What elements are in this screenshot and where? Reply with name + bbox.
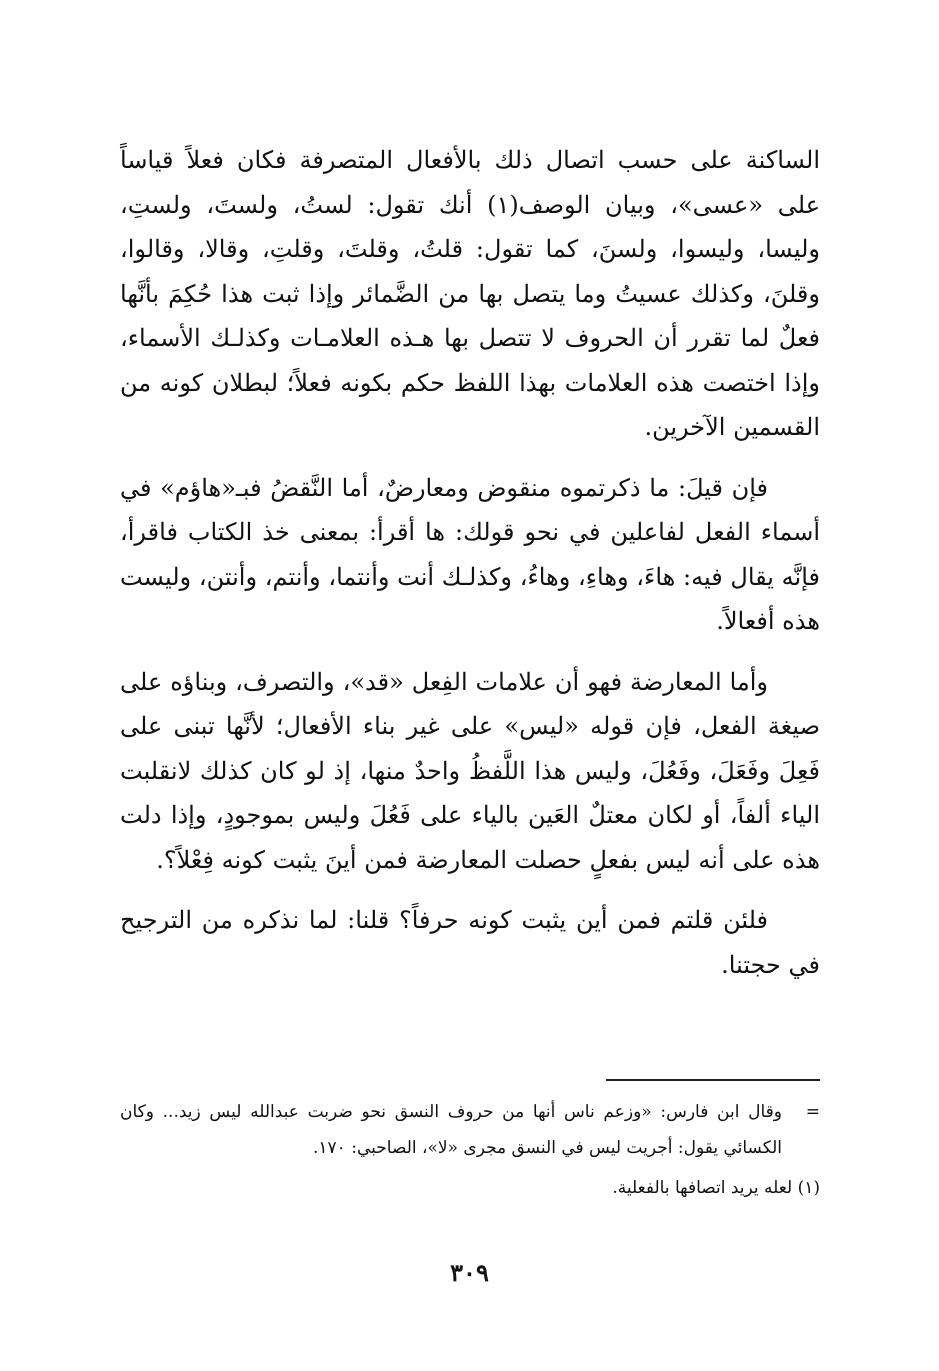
footnotes xyxy=(120,1094,820,1206)
paragraph-3: وأما المعارضة فهو أن علامات الفِعل «قد»، والتصرف، وبناؤه على صيغة الفعل، فإن قوله «ليس» على غير بناء الأفعال؛ لأنَّها تبنى على فَعِلَ وفَعَلَ، وفَعُلَ، وليس هذا اللَّفظُ واحدٌ منها، إذ لو كان كذلك لانقلبت الياء ألفاً، أو لكان معتلٌ العَين بالياء على فَعُلَ وليس بموجودٍ، وإذا دلت هذه على أنه ليس بفعلٍ حصلت المعارضة فمن أينَ يثبت كونه فِعْلاً؟. xyxy=(120,667,821,874)
paragraph-2: فإن قيلَ: ما ذكرتموه منقوض ومعارضٌ، أما النَّقضُ فبـ«هاؤم» في أسماء الفعل لفاعلين في نحو قولك: ها أقرأ: بمعنى خذ الكتاب فاقرأ، فإنَّه يقال فيه: هاءَ، وهاءِ، وهاءُ، وكذلـك أنت وأنتما، وأنتم، وأنتن، وليست هذه أفعالاً. xyxy=(120,473,821,635)
footnote-continued-text: وقال ابن فارس: «وزعم ناس أنها من حروف النسق نحو ضربت عبدالله ليس زيد... وكان الكسائي يقول: أجريت ليس في النسق مجرى «لا»، الصاحبي: ١٧٠. xyxy=(120,1102,782,1158)
paragraph-4: فلئن قلتم فمن أين يثبت كونه حرفاً؟ قلنا: لما نذكره من الترجيح في حجتنا. xyxy=(120,906,820,979)
paragraph-1: الساكنة على حسب اتصال ذلك بالأفعال المتصرفة فكان فعلاً قياساً على «عسى»، وبيان الوصف(١) أنك تقول: لستُ، ولستَ، ولستِ، وليسا، وليسوا، ولسنَ، كما تقول: قلتُ، وقلتَ، وقلتِ، وقالا، وقالوا، وقلنَ، وكذلك عسيتُ وما يتصل بها من الضَّمائر وإذا ثبت هذا حُكِمَ بأنَّها فعلٌ لما تقرر أن الحروف لا تتصل بها هـذه العلامـات وكذلـك الأسماء، وإذا اختصت هذه العلامات بهذا اللفظ حكم بكونه فعلاً؛ لبطلان كونه من القسمين الآخرين. xyxy=(120,146,821,441)
footnote-continued xyxy=(120,1094,820,1166)
footnote-separator xyxy=(606,1079,820,1081)
page-number: ٣٠٩ xyxy=(450,1258,489,1287)
footnote-1: (١) لعله يريد اتصافها بالفعلية. xyxy=(612,1178,820,1198)
footnote-continuation-marker: = xyxy=(805,1102,820,1122)
main-text xyxy=(120,138,820,1003)
